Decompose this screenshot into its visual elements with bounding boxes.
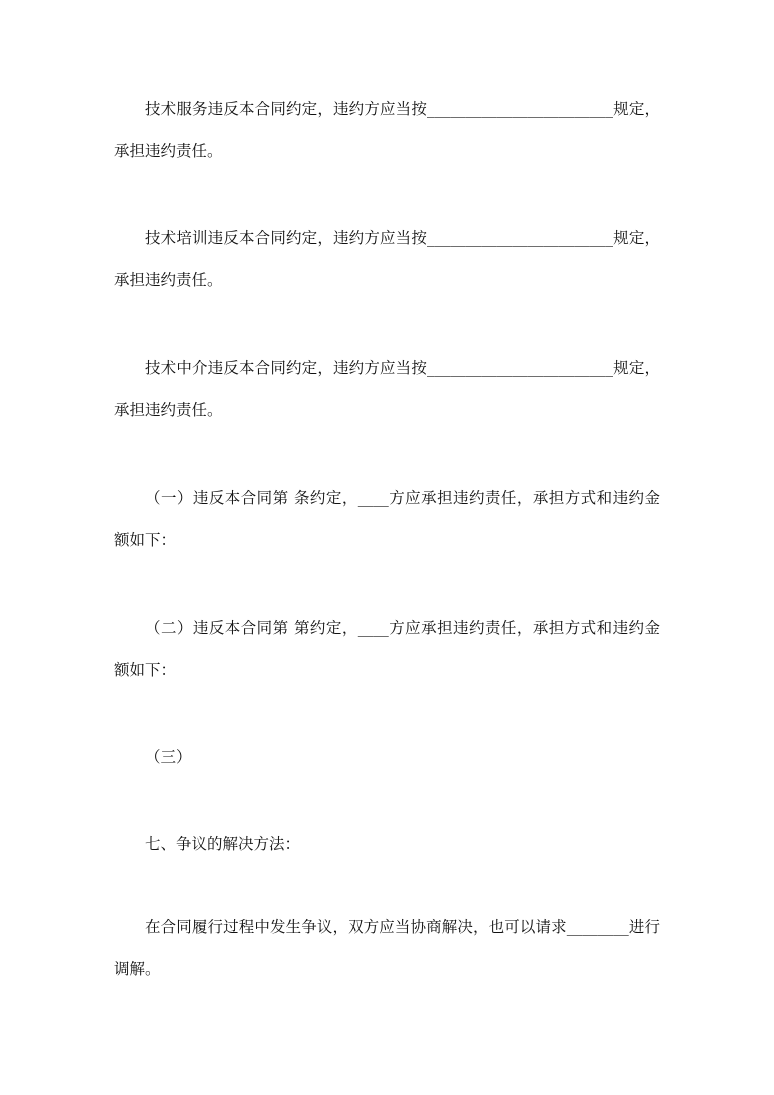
clause-technical-intermediary-breach: 技术中介违反本合同约定，违约方应当按________________________规定，承担违约责任。 [114,359,660,419]
clause-technical-service-breach: 技术服务违反本合同约定，违约方应当按________________________规定，承担违约责任。 [114,100,660,160]
clause-item-two: （二）违反本合同第 第约定，____方应承担违约责任，承担方式和违约金额如下： [114,619,660,679]
clause-technical-training-breach: 技术培训违反本合同约定，违约方应当按________________________规定，承担违约责任。 [114,229,660,289]
clause-dispute-mediation: 在合同履行过程中发生争议，双方应当协商解决，也可以请求________进行调解。 [114,918,660,978]
section-heading-dispute-resolution: 七、争议的解决方法： [145,835,301,853]
clause-item-one: （一）违反本合同第 条约定，____方应承担违约责任，承担方式和违约金额如下： [114,489,660,549]
clause-item-three: （三） [145,748,192,766]
